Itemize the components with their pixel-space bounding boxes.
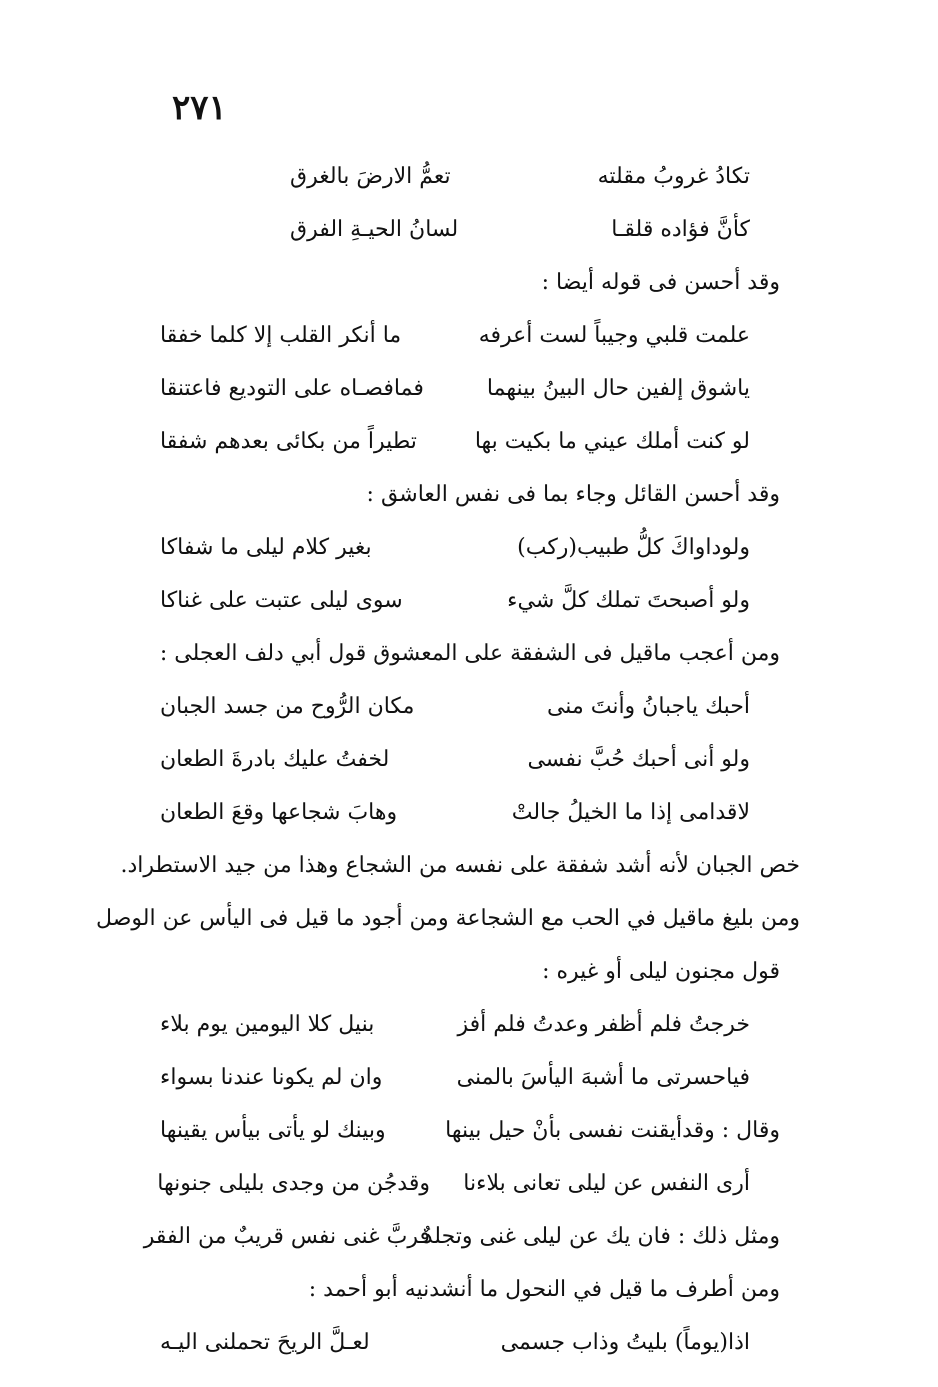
verse-line — [140, 680, 780, 733]
prose-line: خص الجبان لأنه أشد شفقة على نفسه من الشجاع وهذا من جيد الاستطراد. — [120, 853, 800, 878]
verse-first-hemistich: علمت قلبي وجيباً لست أعرفه — [478, 323, 750, 348]
verse-first-hemistich: خرجتُ فلم أظفر وعدتُ فلم أفز — [457, 1012, 750, 1037]
prose-line: ومن بليغ ماقيل في الحب مع الشجاعة ومن أجود ما قيل فى اليأس عن الوصل — [96, 906, 800, 931]
verse-line — [140, 1104, 780, 1157]
verse-second-hemistich: لسانُ الحيـةِ الفرق — [290, 217, 459, 242]
verse-second-hemistich: تطيراً من بكائى بعدهم شفقا — [160, 429, 417, 454]
verse-line — [140, 1210, 780, 1263]
prose-line: وقد أحسن فى قوله أيضا : — [541, 270, 780, 295]
verse-second-hemistich: ما أنكر القلب إلا كلما خفقا — [160, 323, 402, 348]
verse-first-hemistich: لو كنت أملك عيني ما بكيت بها — [474, 429, 750, 454]
verse-second-hemistich: وبينك لو يأتى بيأس يقينها — [160, 1118, 386, 1143]
verse-first-hemistich: ومثل ذلك : فان يك عن ليلى غنى وتجلدٌ — [422, 1224, 780, 1249]
verse-line — [140, 150, 780, 203]
verse-first-hemistich: أرى النفس عن ليلى تعانى بلاءنا — [463, 1171, 750, 1196]
verse-second-hemistich: بغير كلام ليلى ما شفاكا — [160, 535, 372, 560]
verse-first-hemistich: لاقدامى إذا ما الخيلُ جالتْ — [511, 800, 750, 825]
verse-line — [140, 1051, 780, 1104]
verse-second-hemistich: لخفتُ عليك بادرةَ الطعان — [160, 747, 390, 772]
verse-line — [140, 786, 780, 839]
verse-line — [140, 362, 780, 415]
verse-line — [140, 998, 780, 1051]
verse-first-hemistich: تكادُ غروبُ مقلته — [597, 164, 750, 189]
verse-second-hemistich: مكان الرُّوح من جسد الجبان — [160, 694, 415, 719]
verse-first-hemistich: ولو أصبحتَ تملك كلَّ شيء — [507, 588, 750, 613]
verse-second-hemistich: بنيل كلا اليومين يوم بلاء — [160, 1012, 375, 1037]
verse-line — [140, 574, 780, 627]
verse-second-hemistich: وقدجُن من وجدى بليلى جنونها — [157, 1171, 430, 1196]
verse-first-hemistich: ياشوق إلفين حال البينُ بينهما — [486, 376, 750, 401]
page-body — [96, 150, 800, 1369]
prose-line: ومن أعجب ماقيل فى الشفقة على المعشوق قول أبي دلف العجلى : — [159, 641, 780, 666]
prose-line: ومن أطرف ما قيل في النحول ما أنشدنيه أبو أحمد : — [308, 1277, 780, 1302]
prose-line: قول مجنون ليلى أو غيره : — [542, 959, 780, 984]
verse-line — [140, 203, 780, 256]
verse-second-hemistich: وان لم يكونا عندنا بسواء — [160, 1065, 383, 1090]
verse-first-hemistich: أحبك ياجبانُ وأنتَ منى — [546, 694, 750, 719]
verse-line — [140, 309, 780, 362]
verse-line — [140, 521, 780, 574]
verse-line — [140, 733, 780, 786]
verse-second-hemistich: فربَّ غنى نفس قريبٌ من الفقر — [143, 1224, 430, 1249]
verse-first-hemistich: اذا(يوماً) بليتُ وذاب جسمى — [500, 1330, 750, 1355]
verse-first-hemistich: ولوداواكَ كلُّ طبيب(ركب) — [517, 535, 750, 560]
verse-first-hemistich: وقال : وقدأيقنت نفسى بأنْ حيل بينها — [445, 1118, 780, 1143]
verse-line — [140, 1157, 780, 1210]
page-number: ٢٧١ — [172, 88, 227, 128]
verse-first-hemistich: كأنَّ فؤاده قلقـا — [611, 217, 750, 242]
verse-line — [140, 415, 780, 468]
verse-second-hemistich: وهابَ شجاعها وقعَ الطعان — [160, 800, 398, 825]
prose-line: وقد أحسن القائل وجاء بما فى نفس العاشق : — [366, 482, 780, 507]
verse-first-hemistich: فياحسرتى ما أشبهَ اليأسَ بالمنى — [456, 1065, 750, 1090]
verse-second-hemistich: لعـلَّ الريحَ تحملنى اليـه — [160, 1330, 370, 1355]
verse-line — [140, 1316, 780, 1369]
verse-second-hemistich: فمافصـاه على التوديع فاعتنقا — [160, 376, 424, 401]
verse-second-hemistich: سوى ليلى عتبت على غناكا — [160, 588, 403, 613]
verse-first-hemistich: ولو أنى أحبك حُبَّ نفسى — [527, 747, 750, 772]
verse-second-hemistich: تعمُّ الارضَ بالغرق — [290, 164, 451, 189]
